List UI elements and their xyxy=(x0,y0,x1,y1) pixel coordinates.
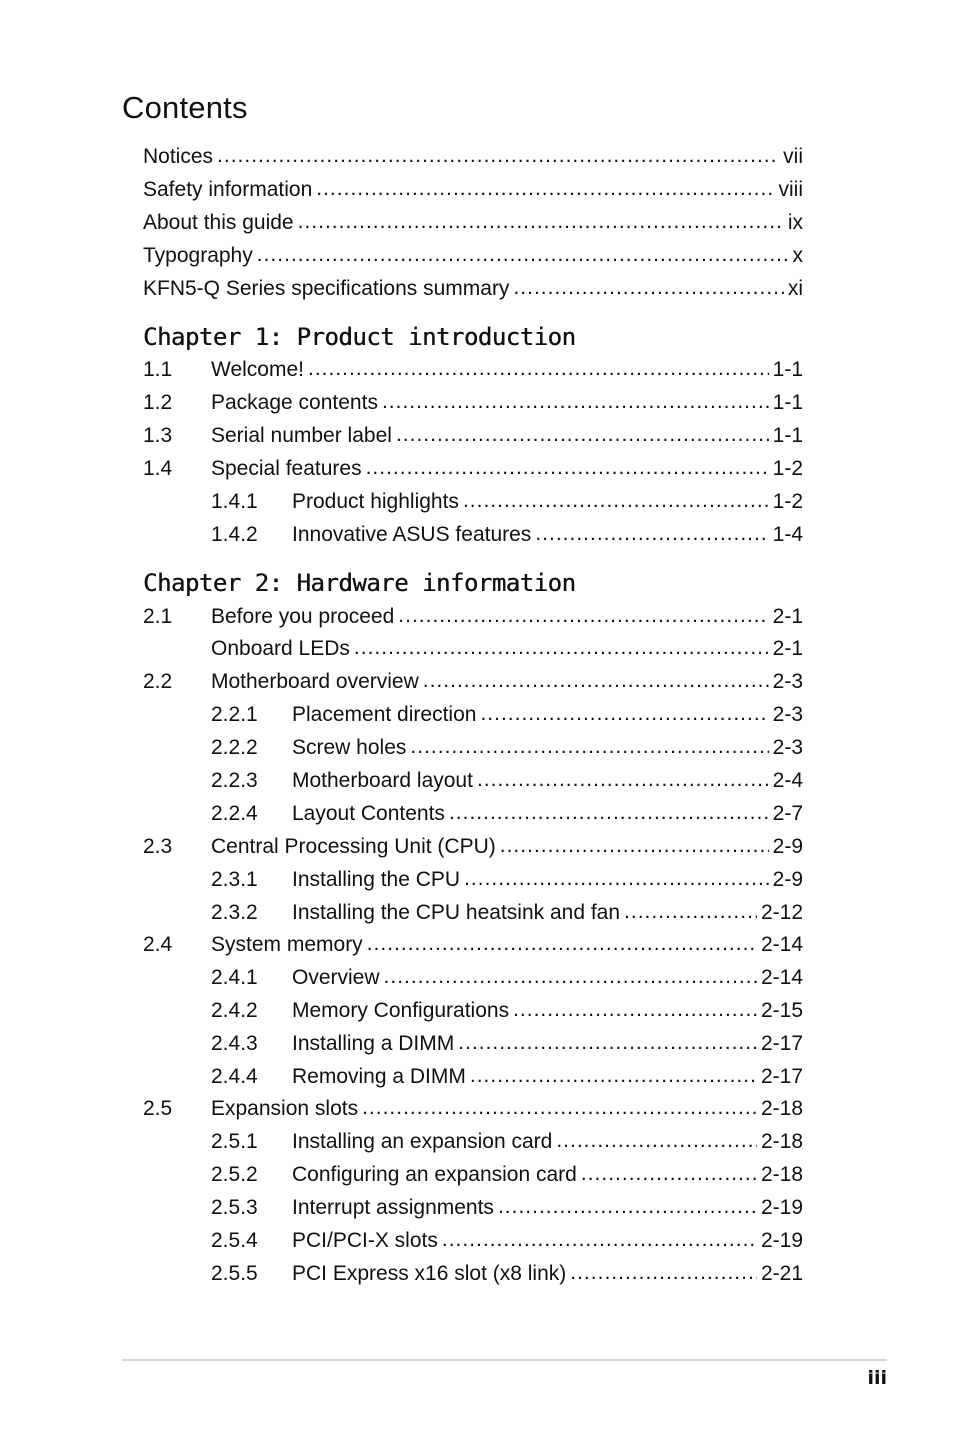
toc-entry-page: ix xyxy=(787,211,803,234)
toc-entry-page: viii xyxy=(778,178,803,201)
toc-entry-1-4-1[interactable] xyxy=(143,486,803,518)
toc-entry-number: 2.2.1 xyxy=(211,703,258,726)
toc-entry-2-3[interactable] xyxy=(143,831,803,863)
toc-entry-2-4[interactable] xyxy=(143,929,803,961)
dot-leader xyxy=(535,518,768,550)
chapter-1-heading[interactable]: Chapter 1: Product introduction xyxy=(143,323,576,351)
toc-entry-page: 2-3 xyxy=(772,736,803,759)
toc-entry-label: Placement direction xyxy=(292,703,477,726)
dot-leader xyxy=(410,731,768,763)
toc-entry-label: Safety information xyxy=(143,178,313,201)
toc-entry-number: 2.4.4 xyxy=(211,1065,258,1088)
toc-entry-label: Product highlights xyxy=(292,490,459,513)
toc-entry-number: 2.3 xyxy=(143,835,173,858)
toc-entry-page: 2-17 xyxy=(760,1065,803,1088)
toc-entry-label: Motherboard overview xyxy=(211,670,419,693)
toc-entry-number: 2.4.1 xyxy=(211,966,258,989)
toc-entry-page: 1-1 xyxy=(772,391,803,414)
toc-entry-number: 2.5.4 xyxy=(211,1229,258,1252)
toc-entry-2-3-1[interactable] xyxy=(143,864,803,896)
toc-entry-label: Motherboard layout xyxy=(292,769,473,792)
toc-entry-label: KFN5-Q Series specifications summary xyxy=(143,277,510,300)
toc-entry-2-5-1[interactable] xyxy=(143,1126,803,1158)
toc-entry-page: 2-14 xyxy=(760,966,803,989)
toc-entry-1-4[interactable] xyxy=(143,453,803,485)
toc-entry-1-1[interactable] xyxy=(143,354,803,386)
toc-entry-page: 2-1 xyxy=(772,605,803,628)
toc-entry-1-2[interactable] xyxy=(143,387,803,419)
toc-entry-number: 2.5.3 xyxy=(211,1196,258,1219)
dot-leader xyxy=(480,698,768,730)
toc-entry-number: 1.3 xyxy=(143,424,173,447)
toc-entry-page: 2-4 xyxy=(772,769,803,792)
toc-entry-page: 1-2 xyxy=(772,457,803,480)
dot-leader xyxy=(498,1191,757,1223)
toc-entry-page: 1-1 xyxy=(772,358,803,381)
dot-leader xyxy=(449,797,769,829)
toc-entry-label: PCI/PCI-X slots xyxy=(292,1229,438,1252)
toc-entry-label: Layout Contents xyxy=(292,802,445,825)
toc-entry-2-2[interactable] xyxy=(143,666,803,698)
dot-leader xyxy=(477,764,769,796)
toc-entry-label: Installing an expansion card xyxy=(292,1130,553,1153)
toc-entry-2-3-2[interactable] xyxy=(143,897,803,929)
dot-leader xyxy=(463,485,769,517)
toc-entry-label: Innovative ASUS features xyxy=(292,523,532,546)
toc-entry-number: 2.2.4 xyxy=(211,802,258,825)
toc-entry-page: 2-1 xyxy=(772,637,803,660)
footer-divider xyxy=(122,1359,887,1361)
dot-leader xyxy=(442,1224,757,1256)
toc-entry-label: Central Processing Unit (CPU) xyxy=(211,835,496,858)
toc-entry-2-5-5[interactable] xyxy=(143,1258,803,1290)
toc-entry-page: 2-19 xyxy=(760,1229,803,1252)
dot-leader xyxy=(382,386,769,418)
toc-entry-label: Serial number label xyxy=(211,424,392,447)
toc-entry-2-2-4[interactable] xyxy=(143,798,803,830)
toc-entry-label: Expansion slots xyxy=(211,1097,359,1120)
toc-entry-number: 1.4 xyxy=(143,457,173,480)
toc-entry-label: Typography xyxy=(143,244,253,267)
toc-entry-page: 2-19 xyxy=(760,1196,803,1219)
dot-leader xyxy=(458,1027,757,1059)
toc-entry-label: Welcome! xyxy=(211,358,304,381)
toc-entry-number: 2.2.3 xyxy=(211,769,258,792)
dot-leader xyxy=(581,1158,757,1190)
dot-leader xyxy=(217,140,779,172)
toc-entry-2-2-1[interactable] xyxy=(143,699,803,731)
toc-entry-2-4-2[interactable] xyxy=(143,995,803,1027)
footer-page-number: iii xyxy=(867,1367,887,1389)
toc-entry-page: 1-2 xyxy=(772,490,803,513)
toc-entry-label: Screw holes xyxy=(292,736,407,759)
toc-entry-number: 2.5.2 xyxy=(211,1163,258,1186)
toc-entry-number: 1.1 xyxy=(143,358,173,381)
toc-entry-number: 2.3.1 xyxy=(211,868,258,891)
toc-entry-notices[interactable] xyxy=(143,141,803,173)
toc-entry-2-2-3[interactable] xyxy=(143,765,803,797)
toc-entry-number: 1.4.2 xyxy=(211,523,258,546)
toc-entry-page: 2-15 xyxy=(760,999,803,1022)
toc-entry-number: 2.4.3 xyxy=(211,1032,258,1055)
toc-entry-2-4-4[interactable] xyxy=(143,1061,803,1093)
dot-leader xyxy=(464,863,769,895)
toc-entry-1-4-2[interactable] xyxy=(143,519,803,551)
dot-leader xyxy=(513,272,783,304)
toc-entry-label: Before you proceed xyxy=(211,605,395,628)
dot-leader xyxy=(396,419,769,451)
toc-entry-label: Installing the CPU xyxy=(292,868,461,891)
toc-entry-number: 2.5.5 xyxy=(211,1262,258,1285)
toc-entry-number: 2.4.2 xyxy=(211,999,258,1022)
toc-entry-label: Package contents xyxy=(211,391,378,414)
toc-entry-label: Installing the CPU heatsink and fan xyxy=(292,901,621,924)
toc-entry-number: 2.5 xyxy=(143,1097,173,1120)
dot-leader xyxy=(624,896,757,928)
toc-entry-page: 2-21 xyxy=(760,1262,803,1285)
toc-entry-page: 1-4 xyxy=(772,523,803,546)
toc-entry-page: 2-12 xyxy=(760,901,803,924)
toc-entry-about-this-guide[interactable] xyxy=(143,207,803,239)
toc-entry-2-4-3[interactable] xyxy=(143,1028,803,1060)
toc-entry-2-5-4[interactable] xyxy=(143,1225,803,1257)
dot-leader xyxy=(470,1060,757,1092)
dot-leader xyxy=(500,830,769,862)
dot-leader xyxy=(513,994,757,1026)
dot-leader xyxy=(570,1257,757,1289)
toc-entry-onboard-leds[interactable] xyxy=(143,633,803,665)
toc-entry-2-4-1[interactable] xyxy=(143,962,803,994)
dot-leader xyxy=(362,1092,757,1124)
toc-entry-label: About this guide xyxy=(143,211,294,234)
dot-leader xyxy=(308,353,769,385)
toc-entry-page: 2-9 xyxy=(772,868,803,891)
toc-entry-page: 2-18 xyxy=(760,1097,803,1120)
page-title: Contents xyxy=(122,90,248,125)
dot-leader xyxy=(423,665,769,697)
toc-entry-page: x xyxy=(792,244,803,267)
toc-entry-label: Memory Configurations xyxy=(292,999,510,1022)
dot-leader xyxy=(398,600,768,632)
toc-entry-label: System memory xyxy=(211,933,363,956)
toc-entry-specifications-summary[interactable] xyxy=(143,273,803,305)
chapter-2-heading[interactable]: Chapter 2: Hardware information xyxy=(143,569,576,597)
toc-entry-page: xi xyxy=(787,277,803,300)
dot-leader xyxy=(384,961,757,993)
toc-entry-label: Overview xyxy=(292,966,380,989)
toc-entry-2-5-3[interactable] xyxy=(143,1192,803,1224)
toc-entry-label: Configuring an expansion card xyxy=(292,1163,577,1186)
toc-entry-label: Installing a DIMM xyxy=(292,1032,455,1055)
toc-entry-number: 2.4 xyxy=(143,933,173,956)
toc-entry-label: Interrupt assignments xyxy=(292,1196,494,1219)
toc-entry-page: 2-18 xyxy=(760,1163,803,1186)
toc-entry-page: 2-18 xyxy=(760,1130,803,1153)
toc-entry-2-2-2[interactable] xyxy=(143,732,803,764)
toc-entry-page: 2-14 xyxy=(760,933,803,956)
toc-entry-page: 2-17 xyxy=(760,1032,803,1055)
toc-entry-label: Notices xyxy=(143,145,214,168)
toc-entry-label: PCI Express x16 slot (x8 link) xyxy=(292,1262,567,1285)
toc-entry-label: Onboard LEDs xyxy=(211,637,350,660)
toc-entry-page: 1-1 xyxy=(772,424,803,447)
toc-entry-number: 1.4.1 xyxy=(211,490,258,513)
toc-entry-number: 2.2.2 xyxy=(211,736,258,759)
dot-leader xyxy=(354,632,769,664)
toc-entry-2-5-2[interactable] xyxy=(143,1159,803,1191)
toc-entry-typography[interactable] xyxy=(143,240,803,272)
dot-leader xyxy=(367,928,757,960)
toc-entry-number: 2.3.2 xyxy=(211,901,258,924)
toc-entry-number: 2.5.1 xyxy=(211,1130,258,1153)
toc-entry-2-5[interactable] xyxy=(143,1093,803,1125)
toc-entry-number: 1.2 xyxy=(143,391,173,414)
toc-entry-label: Special features xyxy=(211,457,362,480)
dot-leader xyxy=(298,206,784,238)
toc-entry-page: 2-7 xyxy=(772,802,803,825)
dot-leader xyxy=(316,173,774,205)
dot-leader xyxy=(257,239,789,271)
toc-entry-page: 2-9 xyxy=(772,835,803,858)
dot-leader xyxy=(556,1125,757,1157)
toc-entry-1-3[interactable] xyxy=(143,420,803,452)
toc-entry-label: Removing a DIMM xyxy=(292,1065,466,1088)
toc-entry-page: 2-3 xyxy=(772,670,803,693)
toc-entry-number: 2.1 xyxy=(143,605,173,628)
toc-entry-page: 2-3 xyxy=(772,703,803,726)
toc-entry-page: vii xyxy=(783,145,803,168)
toc-entry-number: 2.2 xyxy=(143,670,173,693)
toc-entry-2-1[interactable] xyxy=(143,601,803,633)
dot-leader xyxy=(366,452,769,484)
toc-entry-safety-information[interactable] xyxy=(143,174,803,206)
